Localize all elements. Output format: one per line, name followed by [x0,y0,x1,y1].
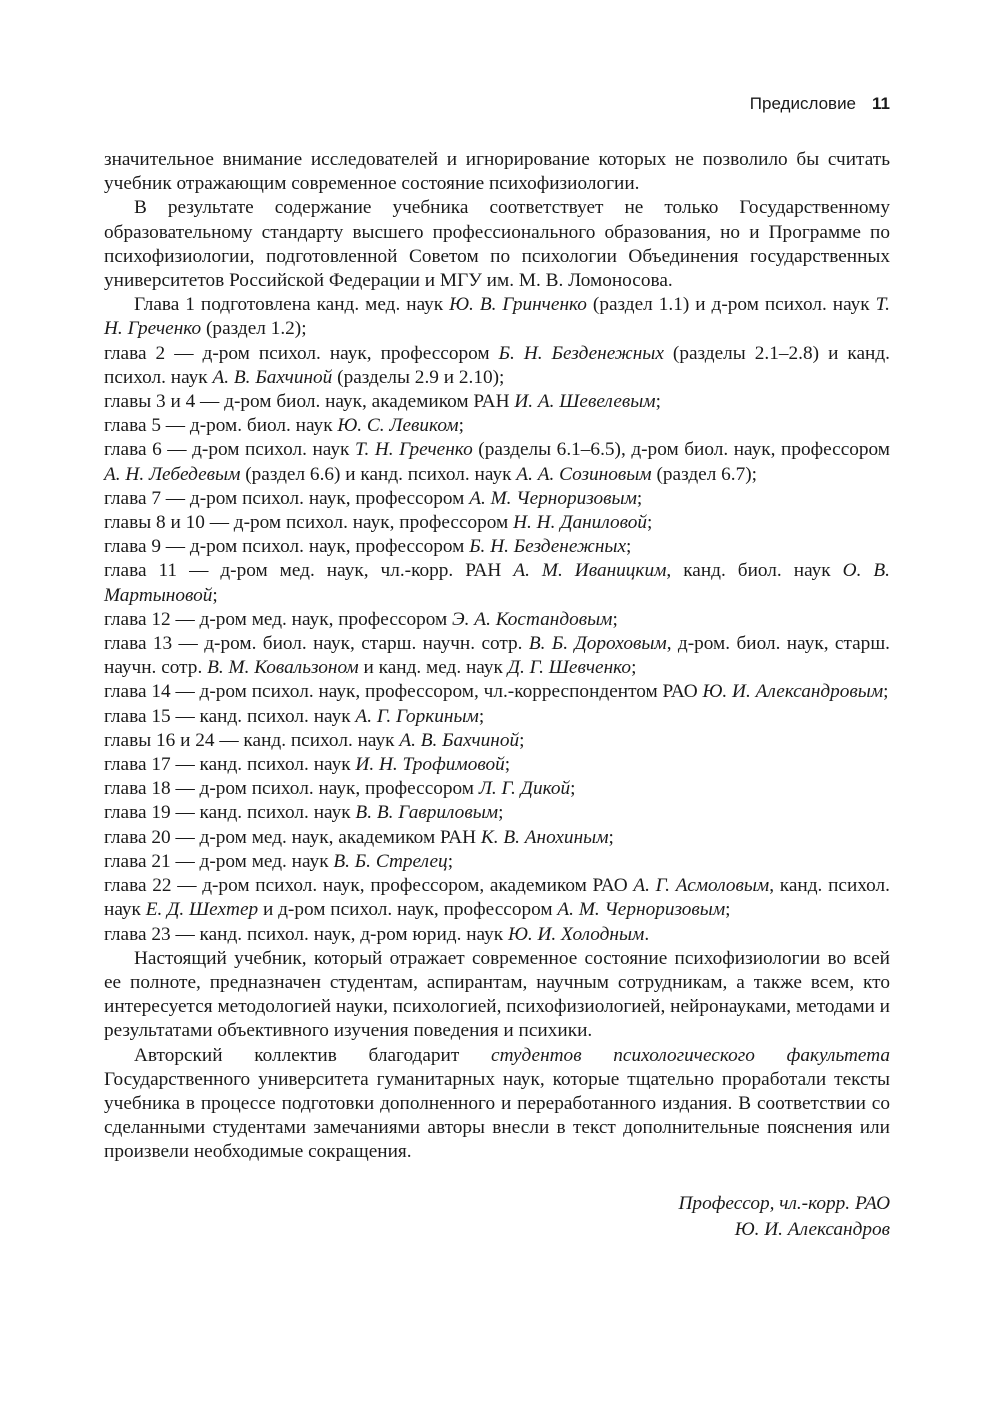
chapter-credit [104,293,890,341]
text-segment: Авторский коллектив благодарит [134,1044,492,1066]
author-name: А. М. Иваницким [513,560,667,582]
text-segment: глава 22 — д-ром психол. наук, профессором, академиком РАО [104,875,634,897]
author-name: Э. А. Костандовым [452,608,613,630]
author-name: И. А. Шевелевым [514,391,656,413]
text-segment: Настоящий учебник, который отражает современное состояние психофизиологии во всей ее полноте, предназначен студентам, аспирантам, научным сотрудникам, а также всем, кто интересуется методологией науки, психологией, психофизиологией, нейронауками, методами и результатами объективного изучения поведения и психики. [104,947,890,1042]
author-name: Ю. С. Левиком [337,415,459,437]
text-segment: ; [655,391,661,413]
chapter-credit [104,874,890,922]
author-name: Д. Г. Шевченко [507,657,632,679]
chapter-credit [104,923,890,947]
text-segment: глава 12 — д-ром мед. наук, профессором [104,608,453,630]
text-segment: ; [626,536,632,558]
text-segment: (раздел 1.1) и д-ром психол. наук [586,294,876,316]
text-segment: (раздел 6.6) и канд. психол. наук [240,463,517,485]
text-segment: главы 16 и 24 — канд. психол. наук [104,729,400,751]
body-text [104,148,890,1165]
text-segment: ; [498,802,504,824]
text-segment: глава 2 — д-ром психол. наук, профессором [104,342,499,364]
text-segment: глава 18 — д-ром психол. наук, профессором [104,778,479,800]
text-segment: Государственного университета гуманитарных наук, которые тщательно проработали тексты учебника в процессе подготовки дополненного и переработанного издания. В соответствии со сделанными студентами замечаниями авторы внесли в текст дополнительные пояснения или произвели необходимые сокращения. [104,1068,890,1163]
author-name: А. Г. Горкиным [355,705,479,727]
chapter-credit [104,801,890,825]
text-segment: главы 3 и 4 — д-ром биол. наук, академиком РАН [104,391,515,413]
author-name: А. М. Черноризовым [469,487,637,509]
author-name: К. В. Анохиным [480,826,609,848]
author-name: Ю. И. Александровым [702,681,884,703]
author-name: А. В. Бахчиной [399,729,520,751]
text-segment: (разделы 2.9 и 2.10); [332,366,505,388]
page-number: 11 [872,94,890,113]
text-segment: ; [608,826,614,848]
author-name: А. М. Черноризовым [557,899,726,921]
text-segment: глава 19 — канд. психол. наук [104,802,356,824]
author-name: В. В. Гавриловым [355,802,499,824]
text-segment: глава 15 — канд. психол. наук [104,705,356,727]
author-name: Е. Д. Шехтер [145,899,259,921]
author-name: Ю. В. Гринченко [449,294,587,316]
text-segment: ; [458,415,464,437]
text-segment: (раздел 1.2); [201,318,307,340]
section-title: Предисловие [749,94,857,113]
text-segment: ; [883,681,889,703]
author-name: Т. Н. Греченко [104,294,890,340]
signature-title: Профессор, чл.-корр. РАО [678,1192,890,1214]
text-segment: ; [612,608,618,630]
text-segment: глава 6 — д-ром психол. наук [104,439,355,461]
text-segment: ; [570,778,576,800]
paragraph: значительное внимание исследователей и игнорирование которых не позволило бы считать учебник отражающим современное состояние психофизиологии. [104,149,890,195]
text-segment: ; [636,487,643,509]
text-segment: главы 8 и 10 — д-ром психол. наук, профессором [104,512,514,534]
text-segment: . [644,923,650,945]
author-name: А. А. Созиновым [516,463,652,485]
text-segment: , канд. биол. наук [666,560,843,582]
chapter-credit [104,705,890,729]
author-name: Б. Н. Безденежных [498,342,664,364]
text-segment: Глава 1 подготовлена канд. мед. наук [134,294,450,316]
author-name: И. Н. Трофимовой [355,754,505,776]
text-segment: глава 13 — д-ром. биол. наук, старш. научн. сотр. [104,633,529,655]
text-segment: и канд. мед. наук [358,657,508,679]
text-segment: ; [212,584,218,606]
chapter-credit [104,826,890,850]
author-name: В. Б. Дороховым [528,633,667,655]
chapter-credit [104,342,890,390]
paragraph [104,947,890,1044]
text-segment: ; [647,512,653,534]
text-segment: (разделы 6.1–6.5), д-ром биол. наук, профессором [472,439,891,461]
text-segment: глава 17 — канд. психол. наук [104,754,356,776]
author-name: А. В. Бахчиной [212,366,333,388]
chapter-credits-list [104,293,890,946]
text-segment: ; [631,657,637,679]
signature-block [104,1191,890,1243]
text-segment: , канд. психол. наук [104,875,890,921]
author-name: В. М. Ковальзоном [207,657,359,679]
author-name: В. Б. Стрелец [333,850,448,872]
text-segment: глава 14 — д-ром психол. наук, профессором, чл.-корреспондентом РАО [104,681,703,703]
author-name: Б. Н. Безденежных [469,536,627,558]
chapter-credit [104,535,890,559]
signature-name: Ю. И. Александров [734,1218,890,1240]
chapter-credit [104,850,890,874]
author-name: Л. Г. Дикой [478,778,571,800]
text-segment: глава 7 — д-ром психол. наук, профессором [104,487,470,509]
chapter-credit [104,680,890,704]
text-segment: ; [504,754,511,776]
text-segment: глава 20 — д-ром мед. наук, академиком РАН [104,826,481,848]
author-name: студентов психологического факультета [491,1044,890,1066]
paragraph: В результате содержание учебника соответствует не только Государственному образовательному стандарту высшего профессионального образования, но и Программе по психофизиологии, подготовленной Советом по психологии Объединения государственных университетов Российской Федерации и МГУ им. М. В. Ломоносова. [104,197,890,292]
text-segment: ; [519,729,525,751]
text-segment: глава 23 — канд. психол. наук, д-ром юрид. наук [104,923,508,945]
text-segment: (раздел 6.7); [651,463,758,485]
chapter-credit [104,414,890,438]
running-header [104,92,890,116]
text-segment: ; [725,899,731,921]
chapter-credit [104,559,890,607]
author-name: А. Г. Асмоловым [633,875,770,897]
chapter-credit [104,632,890,680]
closing-paragraphs [104,947,890,1165]
text-segment: глава 9 — д-ром психол. наук, профессором [104,536,470,558]
text-segment: (разделы 2.1–2.8) и канд. психол. наук [104,342,890,388]
chapter-credit [104,390,890,414]
chapter-credit [104,753,890,777]
chapter-credit [104,729,890,753]
chapter-credit [104,608,890,632]
document-page [104,92,890,1243]
author-name: Т. Н. Греченко [354,439,473,461]
text-segment: глава 11 — д-ром мед. наук, чл.-корр. РАН [104,560,514,582]
paragraph [104,1044,890,1165]
chapter-credit [104,487,890,511]
text-segment: , д-ром. биол. наук, старш. научн. сотр. [104,633,890,679]
text-segment: ; [447,850,454,872]
text-segment: глава 5 — д-ром. биол. наук [104,415,338,437]
chapter-credit [104,438,890,486]
author-name: Н. Н. Даниловой [513,512,648,534]
text-segment: и д-ром психол. наук, профессором [258,899,558,921]
text-segment: глава 21 — д-ром мед. наук [104,850,334,872]
author-name: А. Н. Лебедевым [104,463,241,485]
chapter-credit [104,511,890,535]
text-segment: ; [478,705,485,727]
author-name: О. В. Мартыновой [104,560,890,606]
author-name: Ю. И. Холодным [507,923,645,945]
chapter-credit [104,777,890,801]
